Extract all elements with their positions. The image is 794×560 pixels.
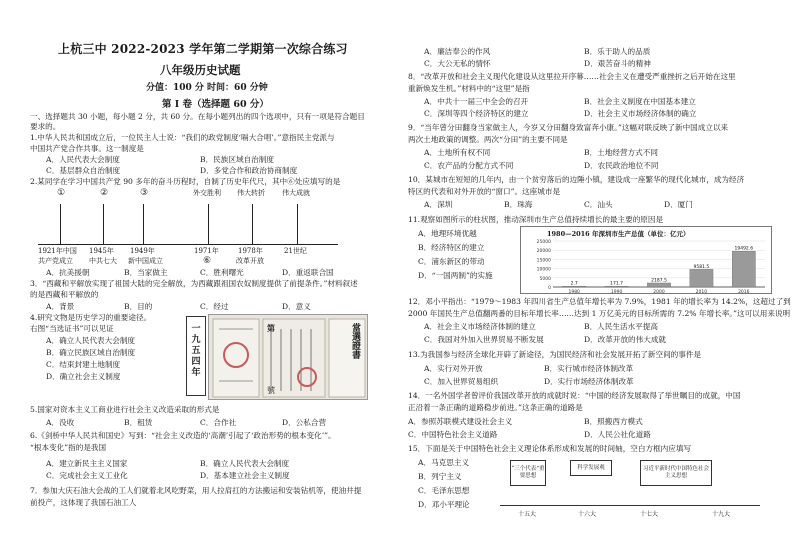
- option-a[interactable]: A．社会主义市场经济体制的建立: [424, 322, 536, 331]
- chart-x-tick-label: 1980: [568, 290, 580, 295]
- timeline-year: 1945年: [89, 247, 114, 255]
- option-a[interactable]: A．背景: [46, 302, 75, 311]
- timeline-tick: [143, 204, 144, 244]
- axis-label: 十六大: [578, 511, 597, 518]
- option-b[interactable]: B．社会主义制度在中国基本建立: [584, 97, 696, 106]
- timeline-tick: [297, 204, 298, 244]
- option-a[interactable]: A．抗美援朝: [46, 268, 90, 277]
- chart-x-tick-label: 2010: [695, 290, 708, 295]
- question-14-text: 正沿着一条正确的道路稳步前进。”这条正确的道路是: [408, 403, 583, 412]
- question-10-text: 10．某城市在短短的几年内，由一个贫穷落后的边陲小镇，建设成一座繁华的现代化城市，成为经济: [408, 175, 745, 184]
- question-7-text: 前投产，这体现了我国石油工人: [30, 498, 137, 507]
- chart-y-tick-label: 0: [548, 286, 551, 291]
- option-c[interactable]: C．我国对外加入世界贸易不断发展: [424, 335, 544, 344]
- vert-char: 四: [191, 357, 201, 367]
- section-heading: 第 I 卷（选择题 60 分）: [162, 99, 269, 110]
- chart-data-label: 2.7: [570, 281, 578, 287]
- option-b[interactable]: B．土地经营方式不同: [584, 148, 658, 157]
- option-d[interactable]: D．艰苦奋斗的精神: [584, 59, 651, 68]
- option-a[interactable]: A．没收: [46, 418, 75, 427]
- option-c[interactable]: C．浦东新区的带动: [418, 257, 485, 266]
- option-a[interactable]: A．地理环境优越: [418, 229, 477, 238]
- option-c[interactable]: C．毛泽东思想: [418, 486, 470, 495]
- option-d[interactable]: D．多党合作和政治协商制度: [200, 166, 298, 175]
- election-certificate-image: [208, 314, 368, 400]
- timeline-event: 共产党成立: [38, 257, 73, 265]
- timeline-event: 中共七大: [89, 257, 117, 265]
- option-b[interactable]: B．租赁: [124, 418, 153, 427]
- vert-char: 一: [191, 324, 201, 334]
- option-d[interactable]: D．农民政治地位不同: [584, 161, 659, 170]
- chart-y-tick-label: 15000: [536, 258, 551, 264]
- question-9-text: 9．“当年曾分田翻身当家做主人，今岁又分田翻身致富奔小康。”这幅对联反映了新中国成立以来: [408, 123, 729, 132]
- option-c[interactable]: C．汕头: [584, 200, 613, 209]
- chart-data-label: 2187.5: [651, 278, 667, 284]
- option-c[interactable]: C．胜利曙光: [200, 268, 244, 277]
- chart-y-tick-label: 10000: [536, 267, 551, 273]
- option-b[interactable]: B．确立人民代表大会制度: [200, 459, 290, 468]
- chart-x-tick-label: 2000: [653, 290, 665, 295]
- timeline-year: 1978年: [238, 247, 263, 255]
- chart-plot: [521, 227, 773, 295]
- option-a[interactable]: A．确立人民代表大会制度: [46, 336, 136, 345]
- certificate-title: 當選證書: [350, 323, 360, 359]
- option-c[interactable]: C．加入世界贸易组织: [424, 377, 499, 386]
- question-6-text: 6.《剑桥中华人民共和国史》写到：“社会主义改造的‘高潮’引起了‘政治形势的根本变化’”。: [30, 431, 336, 440]
- option-a[interactable]: A．实行对外开放: [424, 364, 483, 373]
- timeline-axis: [38, 244, 338, 245]
- timeline-top-label: ①: [57, 188, 66, 198]
- chart-bar: [732, 251, 755, 287]
- option-b[interactable]: B．经济特区的建立: [418, 243, 485, 252]
- chart-bar: [647, 283, 670, 287]
- option-a[interactable]: A．建立新民主主义国家: [46, 459, 128, 468]
- question-12-text: 12．邓小平指出：“1979～1983 年四川省生产总值年增长率为 7.9%，1981 年的增长率为 14.2%，这超过了到: [408, 297, 791, 306]
- option-b[interactable]: B．目的: [124, 302, 153, 311]
- option-d[interactable]: D．改革开放的伟大成就: [584, 335, 667, 344]
- option-b[interactable]: B．人民生活水平提高: [584, 322, 658, 331]
- option-c[interactable]: C．中国特色社会主义道路: [408, 430, 498, 439]
- intro-line: 一、选择题共 30 小题，每小题 2 分，共 60 分。在每小题列出的四个选项中，只有一项是符合题目: [30, 112, 365, 121]
- chart-data-label: 9581.5: [693, 264, 710, 270]
- option-d[interactable]: D．意义: [282, 302, 311, 311]
- option-d[interactable]: D．确立社会主义制度: [46, 372, 121, 381]
- timeline-top-label: 伟大成就: [282, 189, 310, 197]
- option-d[interactable]: D．实行市场经济体制改革: [544, 377, 634, 386]
- intro-line: 要求的。: [30, 122, 61, 131]
- question-15-text: 15．下面是关于中国特色社会主义理论体系形成和发展的时间轴，空白方框内应填写: [408, 444, 692, 453]
- question-6-text: “根本变化”指的是我国: [30, 443, 107, 452]
- option-b[interactable]: B．民族区域自治制度: [200, 155, 274, 164]
- timeline-top-label: 伟大转折: [237, 189, 265, 197]
- option-b[interactable]: B．实行城市经济体制改革: [544, 364, 634, 373]
- option-c[interactable]: C．经过: [200, 302, 229, 311]
- timeline-year: 1921年中国: [38, 247, 77, 255]
- option-a[interactable]: A．中共十一届三中全会的召开: [424, 97, 529, 106]
- timeline-event: ⑥: [203, 256, 212, 266]
- option-d[interactable]: D．公私合营: [282, 418, 327, 427]
- timeline-top-label: ③: [140, 188, 149, 198]
- question-14-text: 14．一名外国学者曾评价我国改革开放的成就时说：“中国的经济发展取得了举世瞩目的成就，中国: [408, 391, 741, 400]
- timeline-tick: [208, 204, 209, 244]
- chart-x-tick-label: 1990: [610, 290, 623, 295]
- vert-char: 五: [191, 346, 201, 356]
- diagram-box-xi-thought: 习近平新时代中国特色社会主义思想: [640, 460, 712, 486]
- exam-meta: 分值：100 分 时间：60 分钟: [146, 83, 268, 93]
- question-4-text: 4.研究文物是历史学习的重要途径。: [30, 313, 152, 322]
- question-4-text: 右图“当选证书”可以见证: [30, 324, 114, 333]
- certificate-mark: 號: [267, 386, 275, 395]
- question-5-text: 5.国家对资本主义工商业进行社会主义改造采取的形式是: [30, 405, 220, 414]
- option-b[interactable]: B．当家做主: [124, 268, 168, 277]
- option-b[interactable]: B．照搬西方模式: [584, 417, 643, 426]
- option-c[interactable]: C．大公无私的情怀: [424, 59, 491, 68]
- option-d[interactable]: D．重返联合国: [282, 268, 334, 277]
- option-c[interactable]: C．结束封建土地制度: [46, 360, 121, 369]
- option-d[interactable]: D．厦门: [664, 200, 693, 209]
- vert-char: 年: [191, 368, 201, 378]
- vert-char: 九: [191, 335, 201, 345]
- option-c[interactable]: C．农产品的分配方式不同: [424, 161, 514, 170]
- question-8-text: 重新焕发生机。”材料中的“这里”是指: [408, 84, 530, 93]
- option-a[interactable]: A．马克思主义: [418, 458, 470, 467]
- chart-bar: [690, 269, 713, 287]
- option-a[interactable]: A．人民代表大会制度: [46, 155, 120, 164]
- diagram-box-scientific-outlook: 科学发展观: [570, 460, 612, 476]
- chart-x-tick-label: 2016: [738, 290, 750, 295]
- axis-label: 十七大: [640, 511, 659, 518]
- question-3-text: 的是西藏和平解放的: [30, 290, 99, 299]
- chart-title: 1980—2016 年深圳市生产总值（单位：亿元）: [547, 230, 690, 238]
- option-d[interactable]: D．人民公社化道路: [584, 430, 651, 439]
- timeline-event: 改革开放: [236, 257, 264, 265]
- question-12-text: 2000 年国民生产总值翻两番的目标年增长率……达到 1 万亿美元的目标所需的 7.2% 年增长率。”这可以用来说明: [408, 309, 791, 318]
- option-b[interactable]: B．乐于助人的品质: [584, 47, 651, 56]
- axis-label: 十九大: [712, 511, 731, 518]
- chart-y-tick-label: 20000: [536, 249, 551, 255]
- timeline-top-label: ②: [100, 188, 109, 198]
- option-a[interactable]: A．廉洁奉公的作风: [424, 47, 491, 56]
- option-c[interactable]: C．基层群众自治制度: [46, 166, 121, 175]
- question-1-text: 1.中华人民共和国成立后，一位民主人士说：“我们的政党制度‘嗝大合唱’。”意指民主党派与: [30, 133, 335, 142]
- question-13-text: 13.为我国参与经济全球化开辟了新途径，为国民经济和社会发展开拓了新空间的事件是: [408, 350, 702, 359]
- option-d[interactable]: D．社会主义市场经济体制的确立: [584, 109, 697, 118]
- certificate-mark: 第: [267, 323, 275, 333]
- question-2-text: 2.某同学在学习中国共产党 90 多年的奋斗历程时，自制了历史年代尺，其中⑥处应填写的是: [30, 177, 341, 186]
- timeline-year: 21世纪: [284, 247, 307, 255]
- timeline-tick: [252, 204, 253, 244]
- timeline-year: 1971年: [194, 247, 219, 255]
- diagram-axis: [500, 505, 760, 506]
- question-9-text: 两次土地政策的调整。两次“分田”的主要不同是: [408, 135, 568, 144]
- option-b[interactable]: B．确立民族区域自治制度: [46, 348, 136, 357]
- option-c[interactable]: C．合作社: [200, 418, 237, 427]
- option-d[interactable]: D．基本建立社会主义制度: [200, 471, 290, 480]
- question-7-text: 7．参加大庆石油大会战的工人们就着北风吃野菜，用人拉肩扛的方法搬运和安装钻机等，使油井提: [30, 486, 362, 495]
- exam-subtitle: 八年级历史试题: [160, 63, 241, 77]
- option-a[interactable]: A．深圳: [424, 200, 453, 209]
- chart-data-label: 19492.6: [734, 246, 754, 252]
- timeline-top-label: 外交胜利: [193, 189, 221, 197]
- option-b[interactable]: B．珠海: [504, 200, 533, 209]
- chart-y-tick-label: 5000: [539, 276, 551, 282]
- diagram-box-three-represents: “三个代表”重要思想: [510, 460, 546, 486]
- question-1-text: 中国共产党合作共事。这一制度是: [30, 144, 144, 153]
- question-10-text: 特区的代表和对外开放的“窗口”。这座城市是: [408, 187, 561, 196]
- chart-y-tick-label: 25000: [536, 240, 551, 245]
- option-d[interactable]: D．“一国两制”的实施: [418, 271, 493, 280]
- option-c[interactable]: C．深圳等四个经济特区的建立: [424, 109, 529, 118]
- option-a[interactable]: A．参照苏联模式建设社会主义: [408, 417, 513, 426]
- option-d[interactable]: D．邓小平理论: [418, 500, 470, 509]
- timeline-tick: [103, 204, 104, 244]
- gdp-bar-chart: [520, 226, 772, 294]
- timeline-tick: [60, 204, 61, 244]
- option-a[interactable]: A．土地所有权不同: [424, 148, 491, 157]
- question-3-text: 3．“西藏和平解放实现了祖国大陆的完全解放，为西藏跟祖国农奴制度提供了前提条件。”材料叙述: [30, 279, 358, 288]
- axis-label: 十五大: [518, 511, 537, 518]
- chart-data-label: 171.7: [610, 281, 624, 287]
- year-vertical-label: [186, 316, 206, 396]
- timeline-year: 1949年: [130, 247, 155, 255]
- timeline-event: 新中国成立: [128, 257, 163, 265]
- option-b[interactable]: B．列宁主义: [418, 472, 462, 481]
- exam-title: 上杭三中 2022-2023 学年第二学期第一次综合练习: [58, 42, 348, 56]
- question-11-text: 11.观察如图所示的柱状图，推动深圳市生产总值持续增长的最主要的原因是: [408, 215, 664, 224]
- question-8-text: 8．“改革开放和社会主义现代化建设从这里拉开序幕……社会主义在遭受严重挫折之后开始在这里: [408, 72, 736, 81]
- option-c[interactable]: C．完成社会主义工业化: [46, 471, 128, 480]
